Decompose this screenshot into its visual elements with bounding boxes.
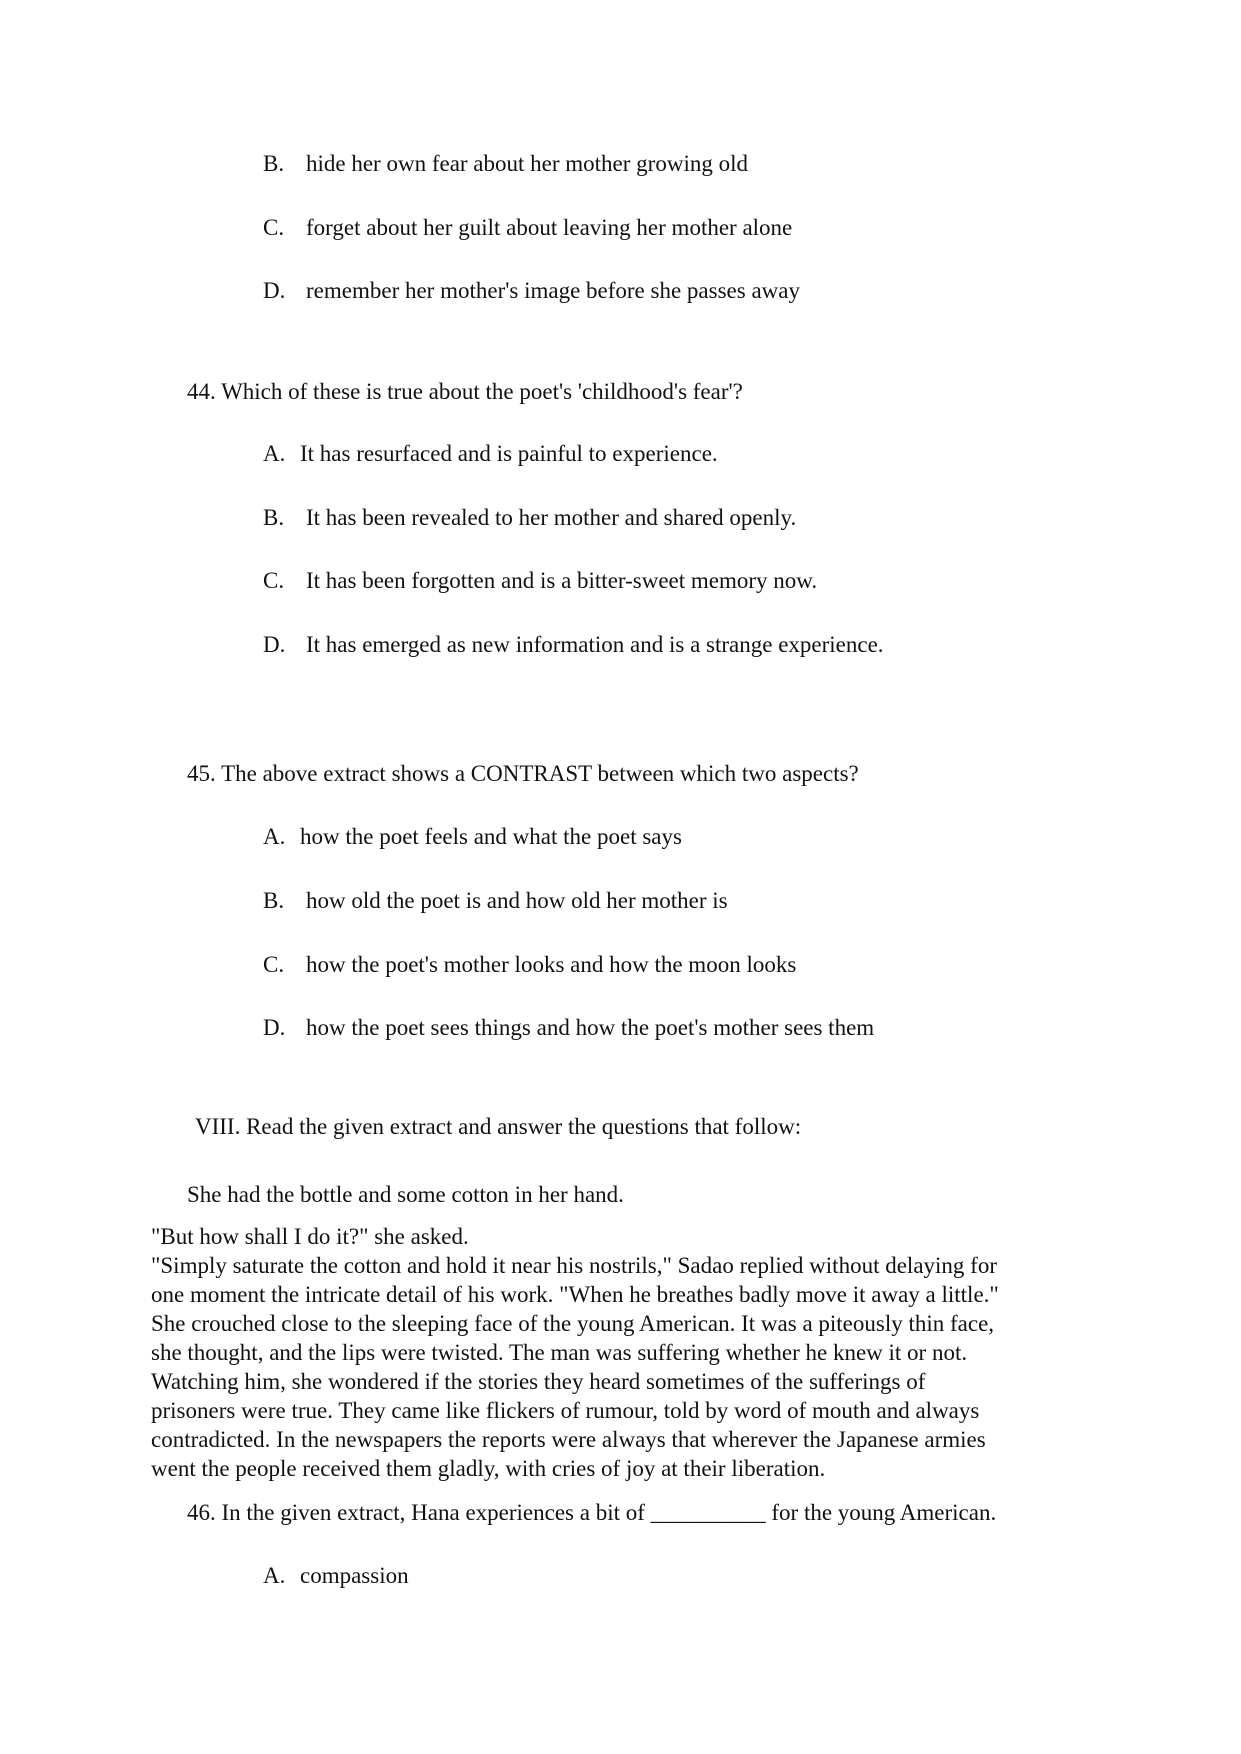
option-letter: A. xyxy=(263,441,286,466)
option-43-c xyxy=(263,214,792,242)
option-45-d xyxy=(263,1014,874,1042)
option-text: how the poet's mother looks and how the moon looks xyxy=(306,952,797,977)
passage-line: She crouched close to the sleeping face of the young American. It was a piteously thin face, xyxy=(151,1311,995,1336)
option-43-b xyxy=(263,150,748,178)
question-44: 44. Which of these is true about the poet's 'childhood's fear'? xyxy=(187,379,743,404)
passage-line: prisoners were true. They came like flickers of rumour, told by word of mouth and always xyxy=(151,1398,980,1423)
option-44-a xyxy=(263,440,718,468)
option-text: It has been revealed to her mother and shared openly. xyxy=(306,505,797,530)
question-45: 45. The above extract shows a CONTRAST between which two aspects? xyxy=(187,761,859,786)
option-46-a xyxy=(263,1562,409,1590)
passage-first-line: She had the bottle and some cotton in her hand. xyxy=(187,1182,624,1207)
extract-passage xyxy=(151,1222,1081,1483)
question-46: 46. In the given extract, Hana experiences a bit of __________ for the young American. xyxy=(187,1500,997,1525)
option-text: It has been forgotten and is a bitter-sweet memory now. xyxy=(306,568,818,593)
option-letter: B. xyxy=(263,888,285,913)
passage-line: she thought, and the lips were twisted. The man was suffering whether he knew it or not. xyxy=(151,1340,968,1365)
option-letter: D. xyxy=(263,632,286,657)
option-letter: B. xyxy=(263,505,285,530)
option-44-c xyxy=(263,567,817,595)
option-text: how the poet sees things and how the poet's mother sees them xyxy=(306,1015,875,1040)
option-43-d xyxy=(263,277,800,305)
passage-line: contradicted. In the newspapers the reports were always that wherever the Japanese armies xyxy=(151,1427,986,1452)
option-text: compassion xyxy=(300,1563,409,1588)
option-45-a xyxy=(263,823,682,851)
option-text: how the poet feels and what the poet says xyxy=(300,824,682,849)
option-letter: D. xyxy=(263,278,286,303)
option-letter: D. xyxy=(263,1015,286,1040)
option-44-b xyxy=(263,504,796,532)
passage-line: one moment the intricate detail of his work. "When he breathes badly move it away a little." xyxy=(151,1282,999,1307)
option-letter: C. xyxy=(263,952,285,977)
option-letter: C. xyxy=(263,568,285,593)
option-text: It has emerged as new information and is a strange experience. xyxy=(306,632,884,657)
passage-line: went the people received them gladly, with cries of joy at their liberation. xyxy=(151,1456,826,1481)
option-text: hide her own fear about her mother growing old xyxy=(306,151,748,176)
option-text: forget about her guilt about leaving her mother alone xyxy=(306,215,793,240)
option-letter: B. xyxy=(263,151,285,176)
option-text: remember her mother's image before she passes away xyxy=(306,278,800,303)
option-44-d xyxy=(263,631,884,659)
option-45-c xyxy=(263,951,796,979)
option-text: how old the poet is and how old her mother is xyxy=(306,888,728,913)
option-letter: A. xyxy=(263,824,286,849)
option-text: It has resurfaced and is painful to experience. xyxy=(300,441,718,466)
passage-line: Watching him, she wondered if the stories they heard sometimes of the sufferings of xyxy=(151,1369,926,1394)
passage-line: "Simply saturate the cotton and hold it near his nostrils," Sadao replied without delaying for xyxy=(151,1253,997,1278)
passage-line: "But how shall I do it?" she asked. xyxy=(151,1224,469,1249)
section-heading: VIII. Read the given extract and answer the questions that follow: xyxy=(195,1114,802,1139)
option-letter: C. xyxy=(263,215,285,240)
option-45-b xyxy=(263,887,728,915)
option-letter: A. xyxy=(263,1563,286,1588)
